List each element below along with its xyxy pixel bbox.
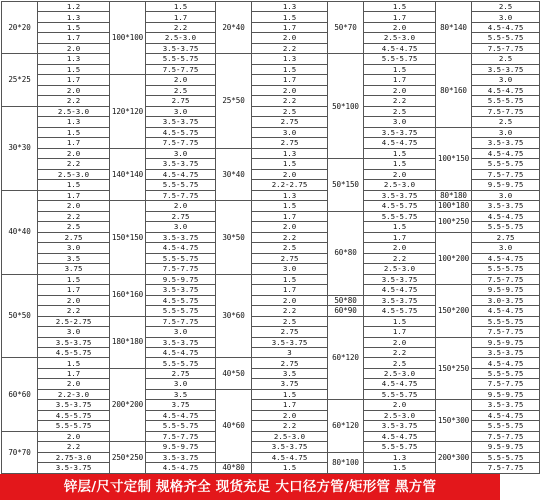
thickness-cell: 3.5-3.75 bbox=[146, 337, 216, 347]
thickness-cell: 3.0 bbox=[38, 243, 110, 253]
thickness-cell: 3.5-3.75 bbox=[146, 117, 216, 127]
thickness-cell: 5.5-5.75 bbox=[472, 421, 540, 431]
size-spec-cell: 140*140 bbox=[110, 148, 146, 200]
size-spec-cell: 40*50 bbox=[216, 358, 252, 389]
size-spec-cell: 160*160 bbox=[110, 274, 146, 316]
thickness-cell: 4.5-5.75 bbox=[146, 127, 216, 137]
thickness-cell: 2.2 bbox=[364, 96, 436, 106]
thickness-cell: 7.5-7.75 bbox=[146, 64, 216, 74]
thickness-cell: 4.5-4.75 bbox=[472, 253, 540, 263]
thickness-cell: 1.5 bbox=[38, 22, 110, 32]
thickness-cell: 4.5-4.75 bbox=[472, 85, 540, 95]
thickness-cell: 5.5-5.75 bbox=[472, 264, 540, 274]
size-spec-cell: 80*180 bbox=[436, 190, 472, 200]
thickness-cell: 2.5-3.0 bbox=[252, 431, 328, 441]
thickness-cell: 1.7 bbox=[38, 138, 110, 148]
thickness-cell: 1.5 bbox=[38, 64, 110, 74]
thickness-cell: 2.2 bbox=[38, 96, 110, 106]
thickness-cell: 3.0 bbox=[364, 117, 436, 127]
size-spec-cell: 20*40 bbox=[216, 2, 252, 54]
thickness-cell: 3.5 bbox=[146, 389, 216, 399]
thickness-cell: 3.0 bbox=[472, 127, 540, 137]
thickness-cell: 1.7 bbox=[38, 190, 110, 200]
thickness-cell: 5.5-5.75 bbox=[364, 211, 436, 221]
thickness-cell: 5.5-5.75 bbox=[364, 54, 436, 64]
table-row bbox=[2, 2, 540, 12]
size-spec-cell: 60*60 bbox=[2, 358, 38, 431]
thickness-cell: 9.5-9.75 bbox=[472, 442, 540, 452]
thickness-cell: 1.5 bbox=[38, 358, 110, 368]
thickness-cell: 2.0 bbox=[38, 201, 110, 211]
thickness-cell: 3.0 bbox=[146, 379, 216, 389]
table-row bbox=[2, 232, 540, 242]
thickness-cell: 1.7 bbox=[364, 232, 436, 242]
thickness-cell: 1.7 bbox=[38, 285, 110, 295]
thickness-cell: 7.5-7.75 bbox=[472, 106, 540, 116]
thickness-cell: 2.75 bbox=[252, 138, 328, 148]
thickness-cell: 4.5-4.75 bbox=[364, 431, 436, 441]
thickness-cell: 3.5-3.75 bbox=[472, 64, 540, 74]
thickness-cell: 2.2 bbox=[252, 96, 328, 106]
thickness-cell: 7.5-7.75 bbox=[146, 138, 216, 148]
thickness-cell: 2.2 bbox=[364, 347, 436, 357]
thickness-cell: 2.0 bbox=[252, 410, 328, 420]
thickness-cell: 1.5 bbox=[252, 274, 328, 284]
thickness-cell: 2.5 bbox=[364, 106, 436, 116]
thickness-cell: 2.2 bbox=[252, 306, 328, 316]
thickness-cell: 2.5 bbox=[472, 54, 540, 64]
thickness-cell: 2.75 bbox=[146, 368, 216, 378]
thickness-cell: 3.5-3.75 bbox=[472, 400, 540, 410]
thickness-cell: 9.5-9.75 bbox=[146, 274, 216, 284]
thickness-cell: 3.5-3.75 bbox=[146, 285, 216, 295]
thickness-cell: 3.5-3.75 bbox=[146, 452, 216, 462]
thickness-cell: 2.0 bbox=[252, 295, 328, 305]
thickness-cell: 3.5-3.75 bbox=[364, 274, 436, 284]
thickness-cell: 2.5 bbox=[38, 222, 110, 232]
size-spec-cell: 40*80 bbox=[216, 463, 252, 473]
thickness-cell: 4.5-5.75 bbox=[364, 201, 436, 211]
thickness-cell: 1.5 bbox=[364, 463, 436, 473]
thickness-cell: 2.5 bbox=[472, 2, 540, 12]
thickness-cell: 2.2 bbox=[252, 421, 328, 431]
thickness-cell: 1.7 bbox=[38, 368, 110, 378]
thickness-cell: 2.2 bbox=[252, 232, 328, 242]
thickness-cell: 9.5-9.75 bbox=[472, 389, 540, 399]
size-spec-cell: 50*150 bbox=[328, 159, 364, 211]
thickness-cell: 7.5-7.75 bbox=[146, 316, 216, 326]
thickness-cell: 1.5 bbox=[252, 463, 328, 473]
spec-table-body bbox=[2, 2, 540, 474]
thickness-cell: 2.0 bbox=[364, 243, 436, 253]
thickness-cell: 3.0 bbox=[146, 148, 216, 158]
thickness-cell: 2.75 bbox=[146, 211, 216, 221]
promo-banner: 锌层/尺寸定制 规格齐全 现货充足 大口径方管/矩形管 黑方管 bbox=[0, 474, 500, 500]
thickness-cell: 2.0 bbox=[146, 201, 216, 211]
thickness-cell: 1.2 bbox=[38, 2, 110, 12]
thickness-cell: 1.3 bbox=[252, 190, 328, 200]
thickness-cell: 4.5-4.75 bbox=[146, 243, 216, 253]
thickness-cell: 3.0 bbox=[146, 327, 216, 337]
thickness-cell: 1.3 bbox=[38, 12, 110, 22]
size-spec-cell: 40*40 bbox=[2, 190, 38, 274]
size-spec-cell: 100*180 bbox=[436, 201, 472, 211]
thickness-cell: 7.5-7.75 bbox=[472, 431, 540, 441]
thickness-cell: 2.75-3.0 bbox=[38, 452, 110, 462]
thickness-cell: 2.75 bbox=[38, 232, 110, 242]
thickness-cell: 3.0-3.75 bbox=[472, 295, 540, 305]
thickness-cell: 4.5-4.75 bbox=[146, 463, 216, 473]
thickness-cell: 2.5-3.0 bbox=[38, 106, 110, 116]
thickness-cell: 4.5-4.75 bbox=[472, 148, 540, 158]
thickness-cell: 7.5-7.75 bbox=[472, 463, 540, 473]
thickness-cell: 2.0 bbox=[364, 169, 436, 179]
thickness-cell: 7.5-7.75 bbox=[472, 169, 540, 179]
thickness-cell: 1.5 bbox=[252, 64, 328, 74]
thickness-cell: 1.7 bbox=[252, 285, 328, 295]
thickness-cell: 2.75 bbox=[146, 96, 216, 106]
thickness-cell: 4.5-4.75 bbox=[364, 379, 436, 389]
thickness-cell: 5.5-5.75 bbox=[472, 316, 540, 326]
size-spec-cell: 25*25 bbox=[2, 54, 38, 106]
thickness-cell: 1.5 bbox=[252, 201, 328, 211]
thickness-cell: 7.5-7.75 bbox=[146, 264, 216, 274]
thickness-cell: 7.5-7.75 bbox=[472, 43, 540, 53]
thickness-cell: 3.5-3.75 bbox=[38, 400, 110, 410]
thickness-cell: 2.75 bbox=[472, 232, 540, 242]
thickness-cell: 2.2 bbox=[38, 159, 110, 169]
thickness-cell: 4.5-5.75 bbox=[38, 347, 110, 357]
thickness-cell: 3.5-3.75 bbox=[472, 138, 540, 148]
thickness-cell: 5.5-5.75 bbox=[146, 253, 216, 263]
thickness-cell: 4.5-4.75 bbox=[364, 138, 436, 148]
thickness-cell: 4.5-4.75 bbox=[364, 43, 436, 53]
thickness-cell: 5.5-5.75 bbox=[146, 358, 216, 368]
thickness-cell: 1.7 bbox=[364, 12, 436, 22]
thickness-cell: 4.5-4.75 bbox=[472, 306, 540, 316]
size-spec-cell: 50*70 bbox=[328, 2, 364, 54]
thickness-cell: 4.5-4.75 bbox=[472, 211, 540, 221]
thickness-cell: 1.7 bbox=[252, 75, 328, 85]
table-row bbox=[2, 400, 540, 410]
thickness-cell: 3.5-3.75 bbox=[364, 127, 436, 137]
thickness-cell: 5.5-5.75 bbox=[38, 421, 110, 431]
thickness-cell: 3.0 bbox=[472, 75, 540, 85]
thickness-cell: 5.5-5.75 bbox=[146, 54, 216, 64]
thickness-cell: 5.5-5.75 bbox=[472, 33, 540, 43]
size-spec-cell: 50*80 bbox=[328, 295, 364, 305]
thickness-cell: 1.5 bbox=[364, 148, 436, 158]
thickness-cell: 1.7 bbox=[252, 400, 328, 410]
thickness-cell: 4.5-5.75 bbox=[364, 306, 436, 316]
thickness-cell: 2.0 bbox=[252, 169, 328, 179]
thickness-cell: 1.3 bbox=[252, 54, 328, 64]
thickness-cell: 3.0 bbox=[146, 222, 216, 232]
thickness-cell: 4.5-4.75 bbox=[146, 347, 216, 357]
thickness-cell: 3.0 bbox=[472, 12, 540, 22]
thickness-cell: 4.5-5.75 bbox=[146, 295, 216, 305]
thickness-cell: 3.5-3.75 bbox=[38, 463, 110, 473]
thickness-cell: 2.5 bbox=[364, 358, 436, 368]
thickness-cell: 2.0 bbox=[146, 75, 216, 85]
size-spec-cell: 100*200 bbox=[436, 232, 472, 284]
size-spec-cell: 60*120 bbox=[328, 400, 364, 452]
thickness-cell: 1.5 bbox=[38, 127, 110, 137]
spec-table bbox=[1, 1, 540, 474]
thickness-cell: 7.5-7.75 bbox=[472, 379, 540, 389]
size-spec-cell: 150*250 bbox=[436, 337, 472, 400]
table-row bbox=[2, 442, 540, 452]
thickness-cell: 4.5-4.75 bbox=[472, 22, 540, 32]
thickness-cell: 1.5 bbox=[364, 316, 436, 326]
thickness-cell: 3.0 bbox=[252, 127, 328, 137]
size-spec-cell: 60*90 bbox=[328, 306, 364, 316]
table-row bbox=[2, 285, 540, 295]
thickness-cell: 1.7 bbox=[364, 327, 436, 337]
thickness-cell: 1.5 bbox=[252, 389, 328, 399]
size-spec-cell: 100*100 bbox=[110, 2, 146, 75]
thickness-cell: 3.5-3.75 bbox=[472, 201, 540, 211]
thickness-cell: 2.0 bbox=[252, 33, 328, 43]
thickness-cell: 1.7 bbox=[38, 75, 110, 85]
size-spec-cell: 150*200 bbox=[436, 285, 472, 337]
thickness-cell: 3.5-3.75 bbox=[146, 232, 216, 242]
thickness-cell: 3.5-3.75 bbox=[252, 442, 328, 452]
thickness-cell: 9.5-9.75 bbox=[472, 337, 540, 347]
thickness-cell: 3.5-3.75 bbox=[364, 190, 436, 200]
thickness-cell: 1.5 bbox=[364, 64, 436, 74]
size-spec-cell: 80*140 bbox=[436, 2, 472, 54]
thickness-cell: 1.5 bbox=[146, 2, 216, 12]
thickness-cell: 3 bbox=[252, 347, 328, 357]
thickness-cell: 4.5-4.75 bbox=[146, 169, 216, 179]
thickness-cell: 2.0 bbox=[252, 222, 328, 232]
size-spec-cell: 180*180 bbox=[110, 316, 146, 368]
thickness-cell: 4.5-4.75 bbox=[146, 410, 216, 420]
thickness-cell: 3.5-3.75 bbox=[146, 43, 216, 53]
thickness-cell: 3.0 bbox=[38, 327, 110, 337]
thickness-cell: 3.0 bbox=[472, 190, 540, 200]
thickness-cell: 1.7 bbox=[252, 22, 328, 32]
thickness-cell: 1.3 bbox=[38, 54, 110, 64]
thickness-cell: 4.5-4.75 bbox=[364, 285, 436, 295]
thickness-cell: 2.2 bbox=[252, 43, 328, 53]
thickness-cell: 5.5-5.75 bbox=[146, 421, 216, 431]
thickness-cell: 5.5-5.75 bbox=[472, 222, 540, 232]
thickness-cell: 4.5-4.75 bbox=[472, 358, 540, 368]
thickness-cell: 4.5-4.75 bbox=[472, 410, 540, 420]
thickness-cell: 5.5-5.75 bbox=[472, 452, 540, 462]
thickness-cell: 2.5-3.0 bbox=[146, 33, 216, 43]
thickness-cell: 7.5-7.75 bbox=[472, 327, 540, 337]
thickness-cell: 3.5-3.75 bbox=[252, 337, 328, 347]
size-spec-cell: 80*160 bbox=[436, 54, 472, 127]
thickness-cell: 1.5 bbox=[364, 2, 436, 12]
thickness-cell: 1.7 bbox=[252, 211, 328, 221]
thickness-cell: 5.5-5.75 bbox=[364, 442, 436, 452]
thickness-cell: 2.0 bbox=[38, 379, 110, 389]
thickness-cell: 2.5-3.0 bbox=[364, 368, 436, 378]
thickness-cell: 1.7 bbox=[38, 33, 110, 43]
thickness-cell: 3.75 bbox=[146, 400, 216, 410]
size-spec-cell: 50*50 bbox=[2, 274, 38, 358]
thickness-cell: 2.75 bbox=[252, 117, 328, 127]
thickness-cell: 2.2 bbox=[38, 306, 110, 316]
thickness-cell: 7.5-7.75 bbox=[146, 431, 216, 441]
thickness-cell: 2.0 bbox=[38, 295, 110, 305]
size-spec-cell: 250*250 bbox=[110, 442, 146, 473]
thickness-cell: 3.5 bbox=[38, 253, 110, 263]
thickness-cell: 2.75 bbox=[252, 253, 328, 263]
thickness-cell: 2.2 bbox=[38, 442, 110, 452]
thickness-cell: 2.0 bbox=[364, 400, 436, 410]
thickness-cell: 2.5-3.0 bbox=[38, 169, 110, 179]
thickness-cell: 2.0 bbox=[38, 43, 110, 53]
thickness-cell: 1.5 bbox=[364, 159, 436, 169]
size-spec-cell: 40*60 bbox=[216, 389, 252, 462]
thickness-cell: 2.75 bbox=[252, 358, 328, 368]
size-spec-cell: 30*60 bbox=[216, 274, 252, 358]
thickness-cell: 2.5-3.0 bbox=[364, 410, 436, 420]
size-spec-cell: 20*20 bbox=[2, 2, 38, 54]
thickness-cell: 3.5-3.75 bbox=[38, 337, 110, 347]
thickness-cell: 2.5 bbox=[252, 316, 328, 326]
thickness-cell: 2.5 bbox=[472, 117, 540, 127]
table-row bbox=[2, 54, 540, 64]
table-row bbox=[2, 211, 540, 221]
thickness-cell: 1.3 bbox=[252, 148, 328, 158]
thickness-cell: 2.5 bbox=[252, 106, 328, 116]
thickness-cell: 1.5 bbox=[252, 159, 328, 169]
thickness-cell: 3.5-3.75 bbox=[472, 347, 540, 357]
size-spec-cell: 100*250 bbox=[436, 211, 472, 232]
thickness-cell: 5.5-5.75 bbox=[146, 306, 216, 316]
thickness-cell: 3.0 bbox=[146, 106, 216, 116]
thickness-cell: 7.5-7.75 bbox=[146, 190, 216, 200]
size-spec-cell: 70*70 bbox=[2, 431, 38, 473]
size-spec-cell: 30*50 bbox=[216, 201, 252, 274]
thickness-cell: 3.0 bbox=[472, 243, 540, 253]
thickness-cell: 9.5-9.75 bbox=[472, 285, 540, 295]
size-spec-cell: 50*100 bbox=[328, 54, 364, 159]
thickness-cell: 4.5-4.75 bbox=[252, 452, 328, 462]
size-spec-cell: 60*120 bbox=[328, 316, 364, 400]
thickness-cell: 5.5-5.75 bbox=[472, 159, 540, 169]
thickness-cell: 2.2-2.75 bbox=[252, 180, 328, 190]
table-row bbox=[2, 190, 540, 200]
size-spec-cell: 30*30 bbox=[2, 106, 38, 190]
thickness-cell: 1.7 bbox=[364, 75, 436, 85]
thickness-cell: 2.2 bbox=[146, 22, 216, 32]
thickness-cell: 2.5 bbox=[252, 243, 328, 253]
thickness-cell: 2.5 bbox=[146, 85, 216, 95]
thickness-cell: 3.75 bbox=[252, 379, 328, 389]
thickness-cell: 1.3 bbox=[364, 452, 436, 462]
thickness-cell: 3.5-3.75 bbox=[146, 159, 216, 169]
thickness-cell: 2.0 bbox=[364, 337, 436, 347]
thickness-cell: 1.5 bbox=[38, 180, 110, 190]
thickness-cell: 3.5 bbox=[252, 368, 328, 378]
thickness-cell: 7.5-7.75 bbox=[472, 274, 540, 284]
thickness-cell: 5.5-5.75 bbox=[472, 368, 540, 378]
thickness-cell: 5.5-5.75 bbox=[472, 96, 540, 106]
thickness-cell: 5.5-5.75 bbox=[364, 389, 436, 399]
size-spec-cell: 200*300 bbox=[436, 442, 472, 473]
thickness-cell: 2.5-2.75 bbox=[38, 316, 110, 326]
thickness-cell: 9.5-9.75 bbox=[472, 180, 540, 190]
thickness-cell: 2.0 bbox=[38, 148, 110, 158]
thickness-cell: 1.3 bbox=[252, 2, 328, 12]
thickness-cell: 2.2-3.0 bbox=[38, 389, 110, 399]
size-spec-cell: 80*100 bbox=[328, 452, 364, 473]
size-spec-cell: 150*150 bbox=[110, 201, 146, 274]
size-spec-cell: 25*50 bbox=[216, 54, 252, 148]
thickness-cell: 2.0 bbox=[252, 85, 328, 95]
thickness-cell: 3.0 bbox=[252, 264, 328, 274]
thickness-cell: 1.5 bbox=[252, 12, 328, 22]
size-spec-cell: 150*300 bbox=[436, 400, 472, 442]
thickness-cell: 3.5-3.75 bbox=[364, 421, 436, 431]
thickness-cell: 2.2 bbox=[38, 211, 110, 221]
table-row bbox=[2, 201, 540, 211]
thickness-cell: 3.75 bbox=[38, 264, 110, 274]
thickness-cell: 9.5-9.75 bbox=[146, 442, 216, 452]
table-row bbox=[2, 127, 540, 137]
thickness-cell: 2.2 bbox=[364, 253, 436, 263]
size-spec-cell: 30*40 bbox=[216, 148, 252, 200]
size-spec-cell: 60*80 bbox=[328, 211, 364, 295]
thickness-cell: 1.5 bbox=[38, 274, 110, 284]
thickness-cell: 1.7 bbox=[146, 12, 216, 22]
table-row bbox=[2, 337, 540, 347]
size-spec-cell: 200*200 bbox=[110, 368, 146, 441]
thickness-cell: 1.5 bbox=[364, 222, 436, 232]
thickness-cell: 2.0 bbox=[38, 85, 110, 95]
thickness-cell: 2.5-3.0 bbox=[364, 264, 436, 274]
thickness-cell: 1.3 bbox=[38, 117, 110, 127]
size-spec-cell: 120*120 bbox=[110, 75, 146, 148]
thickness-cell: 2.5-3.0 bbox=[364, 180, 436, 190]
thickness-cell: 2.0 bbox=[364, 22, 436, 32]
thickness-cell: 2.75 bbox=[252, 327, 328, 337]
thickness-cell: 3.5-3.75 bbox=[364, 295, 436, 305]
thickness-cell: 2.0 bbox=[364, 85, 436, 95]
thickness-cell: 4.5-5.75 bbox=[38, 410, 110, 420]
size-spec-cell: 100*150 bbox=[436, 127, 472, 190]
thickness-cell: 2.0 bbox=[38, 431, 110, 441]
thickness-cell: 2.5-3.0 bbox=[364, 33, 436, 43]
thickness-cell: 5.5-5.75 bbox=[146, 180, 216, 190]
